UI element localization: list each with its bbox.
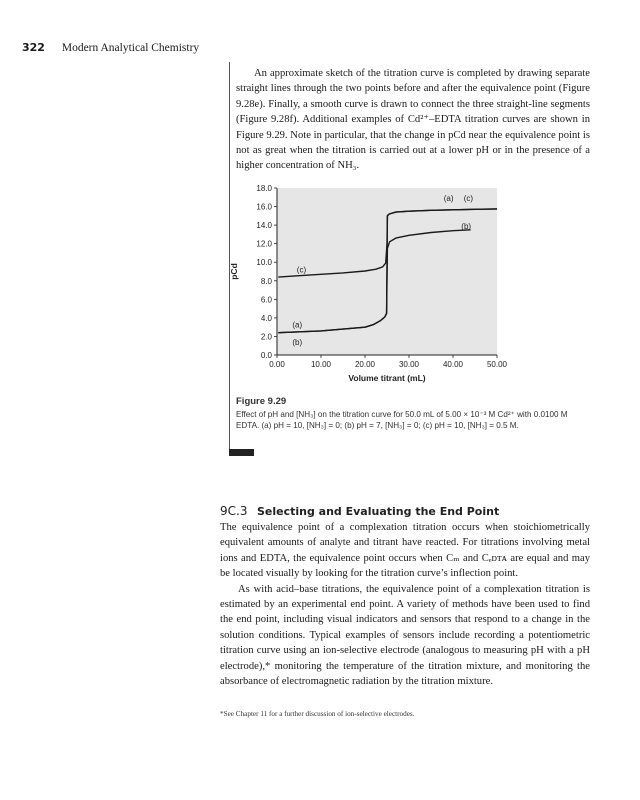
x-tick-label: 50.00: [486, 360, 508, 369]
y-tick-label: 2.0: [260, 332, 272, 342]
x-tick-label: 10.00: [310, 360, 332, 369]
series-label-start-b: (b): [292, 338, 303, 348]
figure-label: Figure 9.29: [236, 396, 287, 407]
x-tick-label: 30.00: [398, 360, 420, 369]
section-body: [220, 520, 590, 689]
series-label-start-c: (c): [296, 265, 307, 275]
figure-caption: Effect of pH and [NH₃] on the titration curve for 50.0 mL of 5.00 × 10⁻³ M Cd²⁺ with 0.0100 M EDTA. (a) pH = 10, [NH₃] = 0; (b) pH = 7, [NH₃] = 0; (c) pH = 10, [NH₃] = 0.5 M.: [236, 410, 568, 430]
section-paragraph-1: The equivalence point of a complexation titration occurs when stoichiometrically equivalent amounts of analyte and titrant have reacted. For titrations involving metal ions and EDTA, the equivalence point occurs when Cₘ and Cₑᴅᴛᴀ are equal and may be located visually by looking for the titration curve’s inflection point.: [220, 522, 590, 580]
section-number: 9C.3: [220, 504, 248, 518]
y-tick-label: 18.0: [256, 184, 272, 193]
y-tick-label: 4.0: [260, 313, 272, 323]
y-axis-label: pCd: [229, 263, 239, 280]
figure-marker-bar: [229, 449, 254, 456]
page-number: 322: [22, 41, 45, 54]
y-tick-label: 0.0: [260, 351, 272, 360]
y-tick-label: 8.0: [260, 276, 272, 286]
y-tick-label: 16.0: [256, 202, 272, 212]
section-heading: [220, 504, 499, 518]
y-tick-label: 14.0: [256, 221, 272, 231]
x-tick-label: 20.00: [354, 360, 376, 369]
y-tick-label: 10.0: [256, 258, 272, 268]
series-label-end-c: (c): [463, 194, 474, 204]
x-tick-label: 40.00: [442, 360, 464, 369]
series-label-start-a: (a): [292, 320, 303, 330]
x-tick-label: 0.00: [269, 360, 285, 369]
x-axis-label: Volume titrant (mL): [348, 373, 426, 383]
y-tick-label: 12.0: [256, 239, 272, 249]
section-paragraph-2: As with acid–base titrations, the equivalence point of a complexation titration is estimated by an experimental end point. A variety of methods have been used to find the end point, including visual indicators and sensors that respond to a change in the solution conditions. Typical examples of sensors include recording a potentiometric titration curve using an ion-selective electrode (analogous to measuring pH with a pH electrode),* monitoring the temperature of the titration mixture, and monitoring the absorbance of electromagnetic radiation by the titration mixture.: [220, 583, 590, 688]
series-label-end-b: (b): [461, 222, 472, 232]
footnote: *See Chapter 11 for a further discussion of ion-selective electrodes.: [220, 710, 415, 718]
y-tick-label: 6.0: [260, 295, 272, 305]
running-title: Modern Analytical Chemistry: [61, 42, 200, 54]
series-label-end-a: (a): [443, 194, 454, 204]
titration-chart: [225, 178, 525, 388]
section-title: Selecting and Evaluating the End Point: [256, 505, 500, 518]
intro-paragraph: An approximate sketch of the titration curve is completed by drawing separate straight lines through the two points before and after the equivalence point (Figure 9.28e). Finally, a smooth curve is drawn to connect the three straight-line segments (Figure 9.28f). Additional examples of Cd²⁺–EDTA titration curves are shown in Figure 9.29. Note in particular, that the change in pCd near the equivalence point is not as great when the titration is carried out at a lower pH or in the presence of a higher concentration of NH₃.: [236, 68, 590, 172]
running-header: [22, 41, 199, 54]
